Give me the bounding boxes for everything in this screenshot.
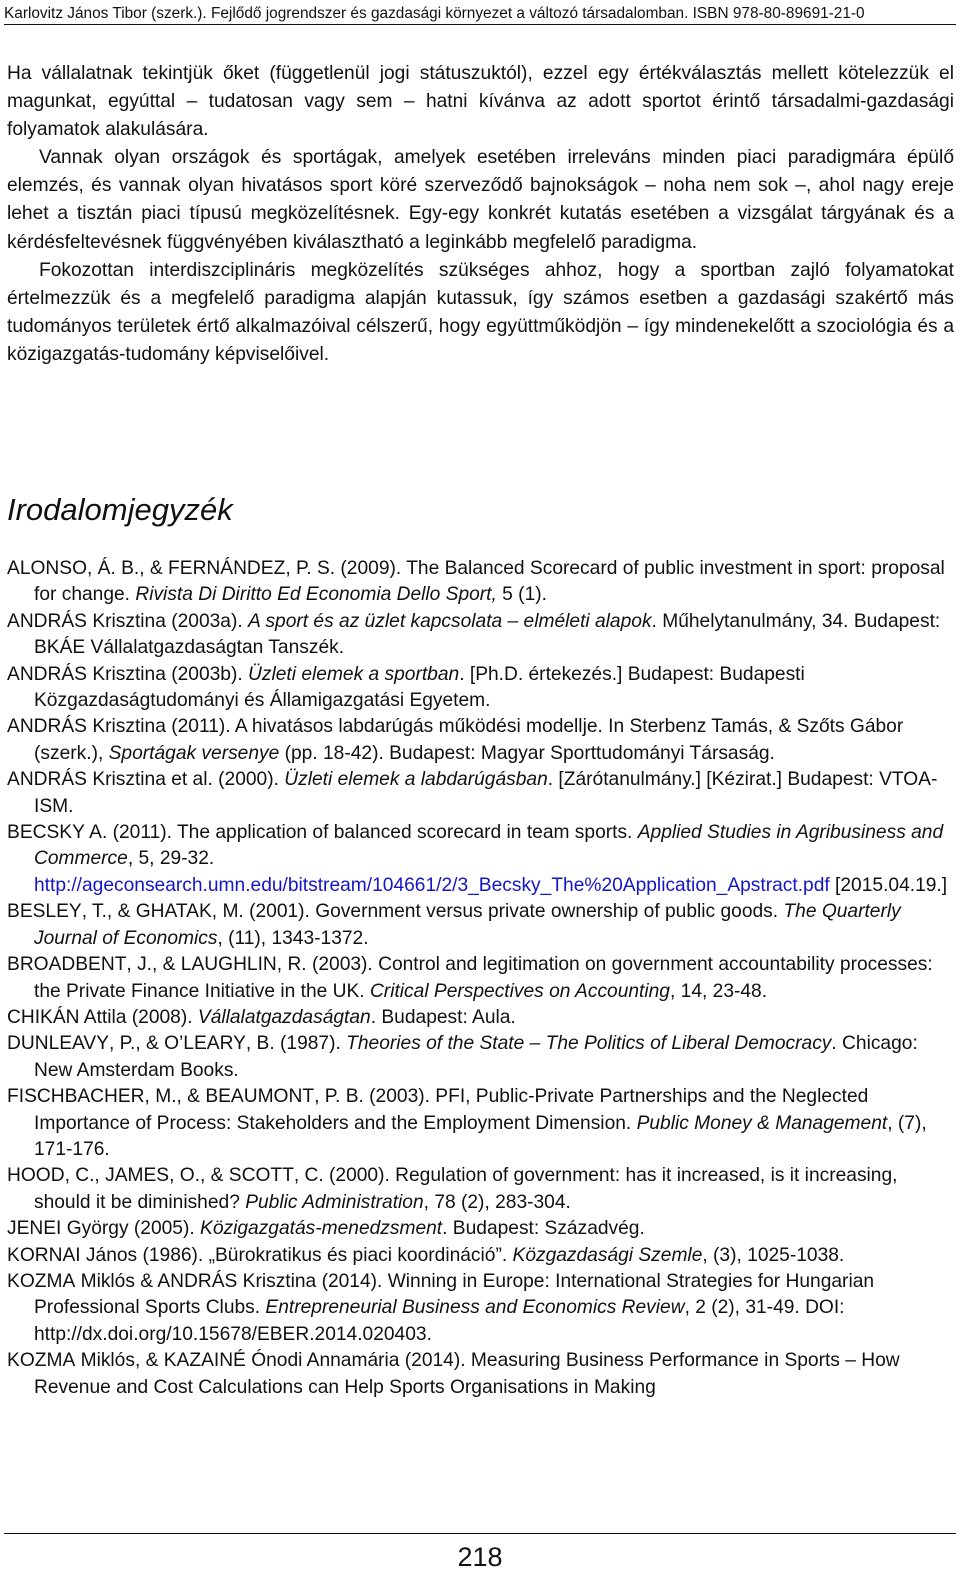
reference-item-andras-2011: ANDRÁS Krisztina (2011). A hivatásos labdarúgás működési modellje. In Sterbenz Tamás, & Szőts Gábor (szerk.), Sportágak versenye (pp. 18-42). Budapest: Magyar Sporttudományi Társaság. (7, 716, 904, 764)
paragraph-3: Fokozottan interdiszciplináris megközelítés szükséges ahhoz, hogy a sportban zajló folyamatokat értelmezzük és a megfelelő paradigma alapján kutassuk, így számos esetben a gazdasági szakértő más tudományos területek értő alkalmazóival célszerű, hogy együttműködjön – így mindenekelőtt a szociológia és a közigazgatás-tudomány képviselőivel. (7, 259, 954, 365)
ref-journal: Public Money & Management (636, 1112, 888, 1134)
reference-item-chikan: CHIKÁN Attila (2008). Vállalatgazdaságtan. Budapest: Aula. (7, 1006, 516, 1028)
reference-item-hood: HOOD, C., JAMES, O., & SCOTT, C. (2000). Regulation of government: has it increased, is it increasing, should it be diminished? Public Administration, 78 (2), 283-304. (7, 1165, 898, 1213)
paragraph-1: Ha vállalatnak tekintjük őket (függetlenül jogi státuszuktól), ezzel egy értékválasztás mellett kötelezzük el magunkat, egyúttal – tudatosan vagy sem – hatni kívánva az adott sportot érintő társadalmi-gazdasági folyamatok alakulására. (7, 63, 954, 141)
reference-item-alonso: ALONSO, Á. B., & FERNÁNDEZ, P. S. (2009). The Balanced Scorecard of public investment in sport: proposal for change. Rivista Di Diritto Ed Economia Dello Sport, 5 (1). (7, 558, 945, 606)
ref-url-link[interactable]: http://ageconsearch.umn.edu/bitstream/104661/2/3_Becsky_The%20Application_Apstract.pdf (34, 874, 830, 896)
reference-item-jenei: JENEI György (2005). Közigazgatás-menedzsment. Budapest: Századvég. (7, 1218, 645, 1240)
ref-title: Theories of the State – The Politics of Liberal Democracy (346, 1033, 832, 1055)
ref-journal: The Quarterly Journal of Economics (34, 901, 901, 949)
reference-item-kornai: KORNAI János (1986). „Bürokratikus és piaci koordináció”. Közgazdasági Szemle, (3), 1025-1038. (7, 1244, 845, 1266)
running-header: Karlovitz János Tibor (szerk.). Fejlődő jogrendszer és gazdasági környezet a változó társadalomban. ISBN 978-80-89691-21-0 (4, 5, 865, 22)
ref-title: Vállalatgazdaságtan (197, 1006, 371, 1028)
ref-author-smallcaps: LONSO (19, 558, 87, 579)
body-text (7, 60, 954, 369)
reference-item-dunleavy: DUNLEAVY, P., & O’LEARY, B. (1987). Theories of the State – The Politics of Liberal Democracy. Chicago: New Amsterdam Books. (7, 1033, 918, 1081)
section-title-references: Irodalomjegyzék (7, 492, 233, 527)
ref-journal: Közgazdasági Szemle (512, 1244, 703, 1266)
reference-list (7, 556, 951, 1401)
ref-title: Üzleti elemek a labdarúgásban (284, 769, 548, 791)
reference-item-kozma-andras: KOZMA Miklós & ANDRÁS Krisztina (2014). Winning in Europe: International Strategies for Hungarian Professional Sports Clubs. Entrepreneurial Business and Economics Review, 2 (2), 31-49. DOI: http://dx.doi.org/10.15678/EBER.2014.020403. (7, 1270, 875, 1345)
reference-item-andras-2003b: ANDRÁS Krisztina (2003b). Üzleti elemek a sportban. [Ph.D. értekezés.] Budapest: Budapesti Közgazdaságtudományi és Államigazgatási Egyetem. (7, 663, 805, 712)
ref-journal: Public Administration (245, 1191, 424, 1213)
reference-item-fischbacher: FISCHBACHER, M., & BEAUMONT, P. B. (2003). PFI, Public-Private Partnerships and the Neglected Importance of Process: Stakeholders and the Employment Dimension. Public Money & Management, (7), 171-176. (7, 1086, 927, 1160)
ref-title: Közigazgatás-menedzsment (200, 1218, 443, 1240)
header-divider (4, 24, 956, 25)
reference-item-kozma-kazaine: KOZMA Miklós, & KAZAINÉ Ónodi Annamária (2014). Measuring Business Performance in Sports – How Revenue and Cost Calculations can Help Sports Organisations in Making (7, 1350, 900, 1398)
reference-item-becsky: BECSKY A. (2011). The application of balanced scorecard in team sports. Applied Studies in Agribusiness and Commerce, 5, 29-32. http://ageconsearch.umn.edu/bitstream/104661/2/3_Becsky_The%20Application_Apstract.pdf [2015.04.19.] (7, 822, 948, 896)
paragraph-2: Vannak olyan országok és sportágak, amelyek esetében irreleváns minden piaci paradigmára épülő elemzés, és vannak olyan hivatásos sport köré szerveződő bajnokságok – noha nem sok –, ahol nagy ereje lehet a tisztán piaci típusú megközelítésnek. Egy-egy konkrét kutatás esetében a vizsgálat tárgyának és a kérdésfeltevésnek függvényében kiválasztható a leginkább megfelelő paradigma. (7, 147, 954, 253)
ref-journal: Rivista Di Diritto Ed Economia Dello Sport, (135, 584, 497, 606)
reference-item-andras-2000: ANDRÁS Krisztina et al. (2000). Üzleti elemek a labdarúgásban. [Zárótanulmány.] [Kézirat.] Budapest: VTOA-ISM. (7, 769, 938, 817)
ref-title: Sportágak versenye (108, 742, 280, 764)
reference-item-broadbent: BROADBENT, J., & LAUGHLIN, R. (2003). Control and legitimation on government accountability processes: the Private Finance Initiative in the UK. Critical Perspectives on Accounting, 14, 23-48. (7, 954, 933, 1002)
reference-item-andras-2003a: ANDRÁS Krisztina (2003a). A sport és az üzlet kapcsolata – elméleti alapok. Műhelytanulmány, 34. Budapest: BKÁE Vállalatgazdaságtan Tanszék. (7, 610, 941, 659)
footer-divider (4, 1533, 956, 1534)
reference-item-besley: BESLEY, T., & GHATAK, M. (2001). Government versus private ownership of public goods. The Quarterly Journal of Economics, (11), 1343-1372. (7, 901, 901, 949)
ref-journal: Critical Perspectives on Accounting (369, 980, 670, 1002)
ref-journal: Entrepreneurial Business and Economics Review (265, 1297, 685, 1319)
page-number: 218 (457, 1542, 503, 1572)
ref-title: Üzleti elemek a sportban (248, 663, 460, 685)
ref-title: A sport és az üzlet kapcsolata – elméleti alapok (248, 610, 652, 632)
ref-author-initial: A (7, 558, 20, 579)
ref-journal: Applied Studies in Agribusiness and Commerce (34, 822, 944, 870)
